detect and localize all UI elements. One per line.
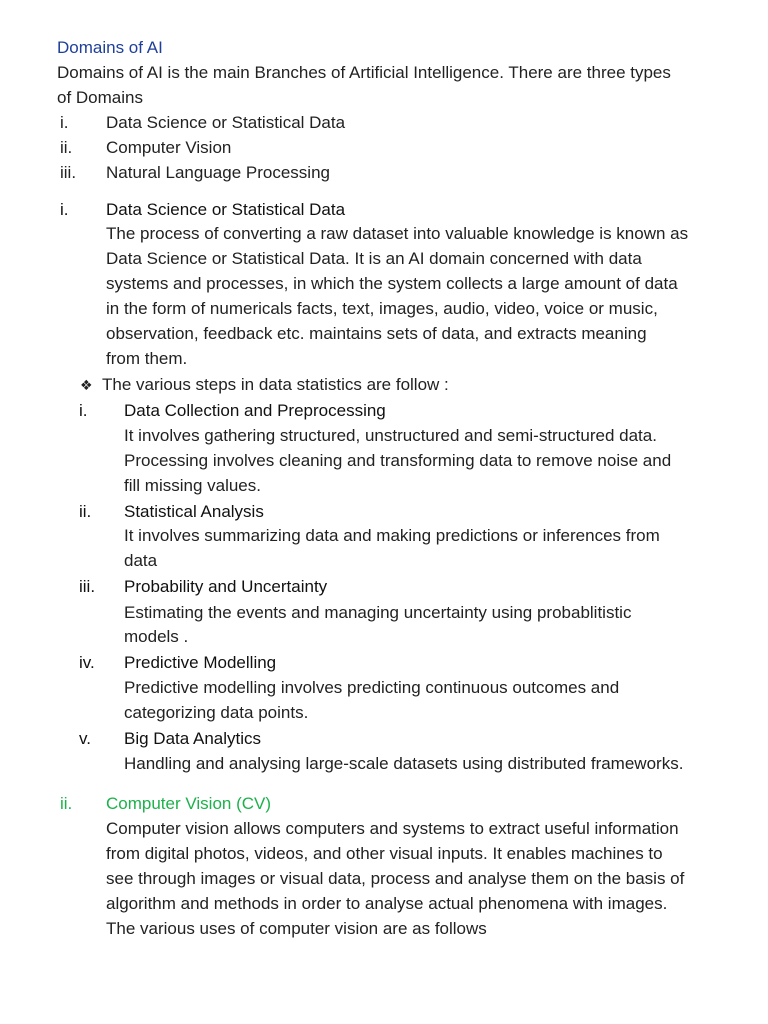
cv-num: ii.: [60, 794, 73, 813]
step-3-line-2: models .: [124, 627, 189, 646]
step-5-line-1: Handling and analysing large-scale datasets using distributed frameworks.: [124, 754, 684, 773]
cv-line-2: from digital photos, videos, and other visual inputs. It enables machines to: [106, 844, 663, 863]
ds-line-6: from them.: [106, 349, 188, 368]
ds-line-4: in the form of numericals facts, text, images, audio, video, voice or music,: [106, 299, 658, 318]
cv-line-4: algorithm and methods in order to analyse actual phenomena with images.: [106, 894, 668, 913]
ds-line-3: systems and processes, in which the system collects a large amount of data: [106, 274, 678, 293]
intro-line-1: Domains of AI is the main Branches of Artificial Intelligence. There are three types: [57, 63, 671, 82]
ds-line-5: observation, feedback etc. maintains sets of data, and extracts meaning: [106, 324, 647, 343]
step-1-line-1: It involves gathering structured, unstructured and semi-structured data.: [124, 426, 657, 445]
intro-line-2: of Domains: [57, 88, 143, 107]
ds-steps-intro: The various steps in data statistics are follow :: [102, 375, 449, 394]
step-3-line-1: Estimating the events and managing uncertainty using probablitistic: [124, 603, 632, 622]
step-heading-2: Statistical Analysis: [124, 502, 264, 521]
cv-heading: Computer Vision (CV): [106, 794, 272, 813]
step-heading-5: Big Data Analytics: [124, 729, 262, 748]
toc-item-3: Natural Language Processing: [106, 163, 330, 182]
page-title: Domains of AI: [57, 38, 163, 57]
ds-num: i.: [60, 200, 69, 219]
ds-heading: Data Science or Statistical Data: [106, 200, 346, 219]
toc-num-2: ii.: [60, 138, 73, 157]
step-1-line-2: Processing involves cleaning and transforming data to remove noise and: [124, 451, 672, 470]
step-heading-4: Predictive Modelling: [124, 653, 277, 672]
step-heading-3: Probability and Uncertainty: [124, 577, 328, 596]
toc-item-2: Computer Vision: [106, 138, 232, 157]
step-4-line-1: Predictive modelling involves predicting continuous outcomes and: [124, 678, 620, 697]
step-num-2: ii.: [79, 502, 92, 521]
step-2-line-1: It involves summarizing data and making predictions or inferences from: [124, 526, 660, 545]
toc-num-1: i.: [60, 113, 69, 132]
diamond-bullet-icon: ❖: [80, 377, 93, 393]
step-2-line-2: data: [124, 551, 158, 570]
step-4-line-2: categorizing data points.: [124, 703, 309, 722]
step-num-3: iii.: [79, 577, 96, 596]
step-1-line-3: fill missing values.: [124, 476, 261, 495]
step-heading-1: Data Collection and Preprocessing: [124, 401, 386, 420]
step-num-4: iv.: [79, 653, 95, 672]
cv-line-5: The various uses of computer vision are as follows: [106, 919, 487, 938]
step-num-1: i.: [79, 401, 88, 420]
toc-num-3: iii.: [60, 163, 77, 182]
cv-line-1: Computer vision allows computers and systems to extract useful information: [106, 819, 679, 838]
ds-line-1: The process of converting a raw dataset into valuable knowledge is known as: [106, 224, 689, 243]
cv-line-3: see through images or visual data, process and analyse them on the basis of: [106, 869, 685, 888]
toc-item-1: Data Science or Statistical Data: [106, 113, 346, 132]
ds-line-2: Data Science or Statistical Data. It is an AI domain concerned with data: [106, 249, 642, 268]
step-num-5: v.: [79, 729, 91, 748]
